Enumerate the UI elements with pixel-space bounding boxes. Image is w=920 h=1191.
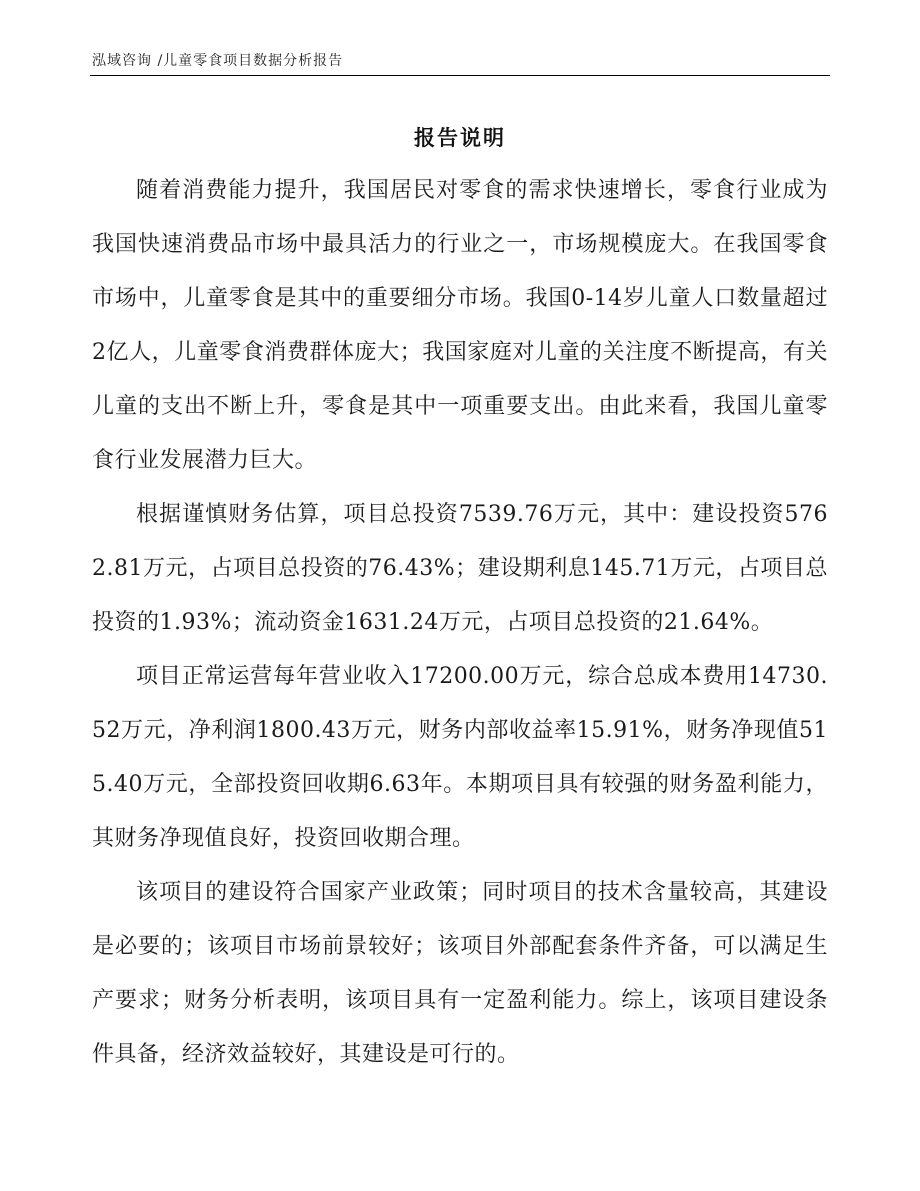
paragraph-market-background: 随着消费能力提升，我国居民对零食的需求快速增长，零食行业成为我国快速消费品市场中最具活力的行业之一，市场规模庞大。在我国零食市场中，儿童零食是其中的重要细分市场。我国0-14岁儿童人口数量超过2亿人，儿童零食消费群体庞大；我国家庭对儿童的关注度不断提高，有关儿童的支出不断上升，零食是其中一项重要支出。由此来看，我国儿童零食行业发展潜力巨大。 — [92, 178, 828, 473]
paragraph-investment: 根据谨慎财务估算，项目总投资7539.76万元，其中：建设投资5762.81万元，占项目总投资的76.43%；建设期利息145.71万元，占项目总投资的1.93%；流动资金1631.24万元，占项目总投资的21.64%。 — [92, 502, 828, 635]
page-title: 报告说明 — [414, 125, 506, 150]
header-divider — [90, 75, 830, 76]
paragraph-financials: 项目正常运营每年营业收入17200.00万元，综合总成本费用14730.52万元，净利润1800.43万元，财务内部收益率15.91%，财务净现值515.40万元，全部投资回收期6.63年。本期项目具有较强的财务盈利能力，其财务净现值良好，投资回收期合理。 — [92, 664, 828, 851]
paragraph-conclusion: 该项目的建设符合国家产业政策；同时项目的技术含量较高，其建设是必要的；该项目市场前景较好；该项目外部配套条件齐备，可以满足生产要求；财务分析表明，该项目具有一定盈利能力。综上，该项目建设条件具备，经济效益较好，其建设是可行的。 — [92, 880, 828, 1067]
report-body — [92, 164, 828, 1082]
running-header: 泓域咨询 /儿童零食项目数据分析报告 — [92, 53, 344, 69]
